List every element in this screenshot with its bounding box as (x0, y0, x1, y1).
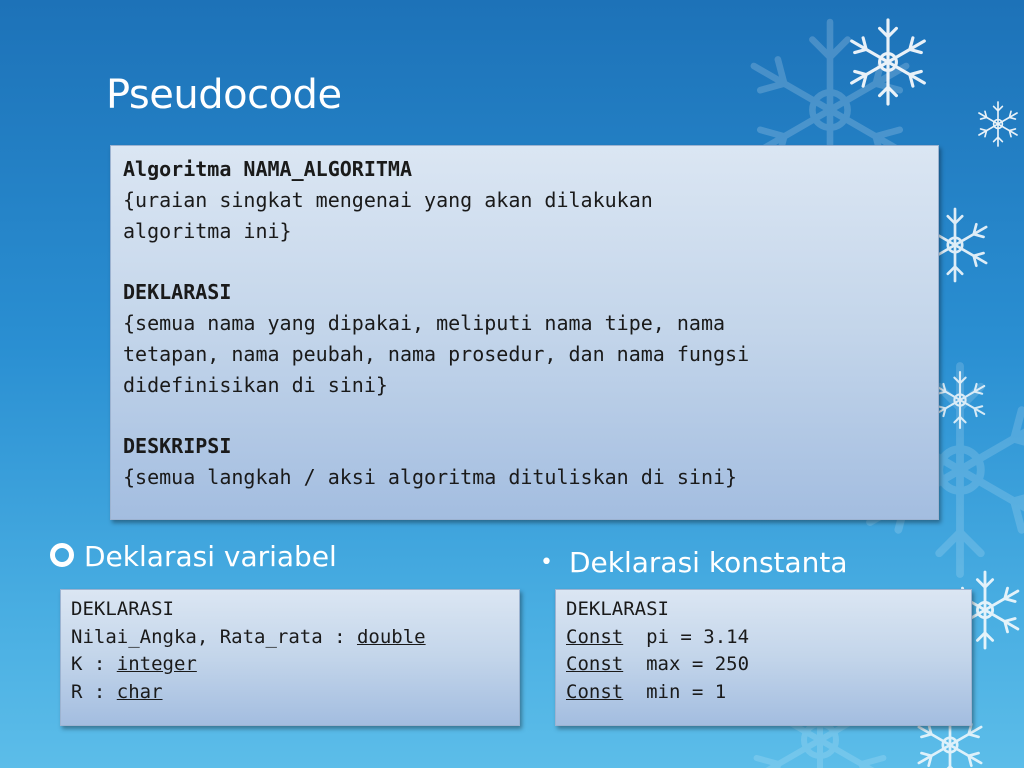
bullet-variable-declaration (50, 540, 337, 573)
blank-line (123, 246, 926, 277)
code-text: pi = 3.14 (623, 625, 750, 648)
description-description-line: {semua langkah / aksi algoritma dituliskan di sini} (123, 464, 738, 489)
code-text: min = 1 (623, 680, 727, 703)
code-text: R : (71, 680, 117, 703)
algorithm-description-line: algoritma ini} (123, 218, 292, 243)
type-keyword: char (116, 680, 163, 703)
blank-line (123, 400, 926, 431)
code-text: max = 250 (623, 653, 750, 675)
algorithm-heading: Algoritma NAMA_ALGORITMA (123, 157, 412, 181)
declaration-description-line: tetapan, nama peubah, nama prosedur, dan nama fungsi (123, 341, 750, 366)
code-line (71, 651, 509, 679)
bullet-constant-declaration (540, 546, 848, 579)
code-line (566, 624, 961, 652)
slide-title: Pseudocode (106, 72, 342, 118)
ring-bullet-icon (50, 543, 74, 567)
declaration-header: DEKLARASI (566, 598, 669, 620)
bullet-label: Deklarasi variabel (84, 540, 337, 573)
code-text: Nilai_Angka, Rata_rata : (71, 625, 357, 648)
declaration-heading: DEKLARASI (123, 280, 232, 305)
dot-bullet-icon: • (540, 550, 553, 575)
code-line (71, 624, 509, 652)
declaration-description-line: {semua nama yang dipakai, meliputi nama tipe, nama (123, 310, 726, 335)
type-keyword: double (356, 625, 426, 648)
variable-declaration-box (60, 589, 520, 726)
const-keyword: Const (566, 653, 624, 675)
declaration-header: DEKLARASI (71, 598, 174, 620)
description-heading: DESKRIPSI (123, 434, 232, 459)
code-line (566, 651, 961, 679)
algorithm-description-line: {uraian singkat mengenai yang akan dilakukan (123, 187, 653, 212)
declaration-description-line: didefinisikan di sini} (123, 372, 388, 397)
code-text: K : (71, 653, 117, 675)
pseudocode-template-box (110, 145, 939, 520)
constant-declaration-box (555, 589, 972, 726)
bullet-label: Deklarasi konstanta (568, 546, 848, 579)
code-line (566, 679, 961, 707)
type-keyword: integer (116, 653, 197, 675)
const-keyword: Const (566, 625, 624, 648)
code-line (71, 679, 509, 707)
snowflake-icon (979, 102, 1017, 146)
const-keyword: Const (566, 680, 624, 703)
